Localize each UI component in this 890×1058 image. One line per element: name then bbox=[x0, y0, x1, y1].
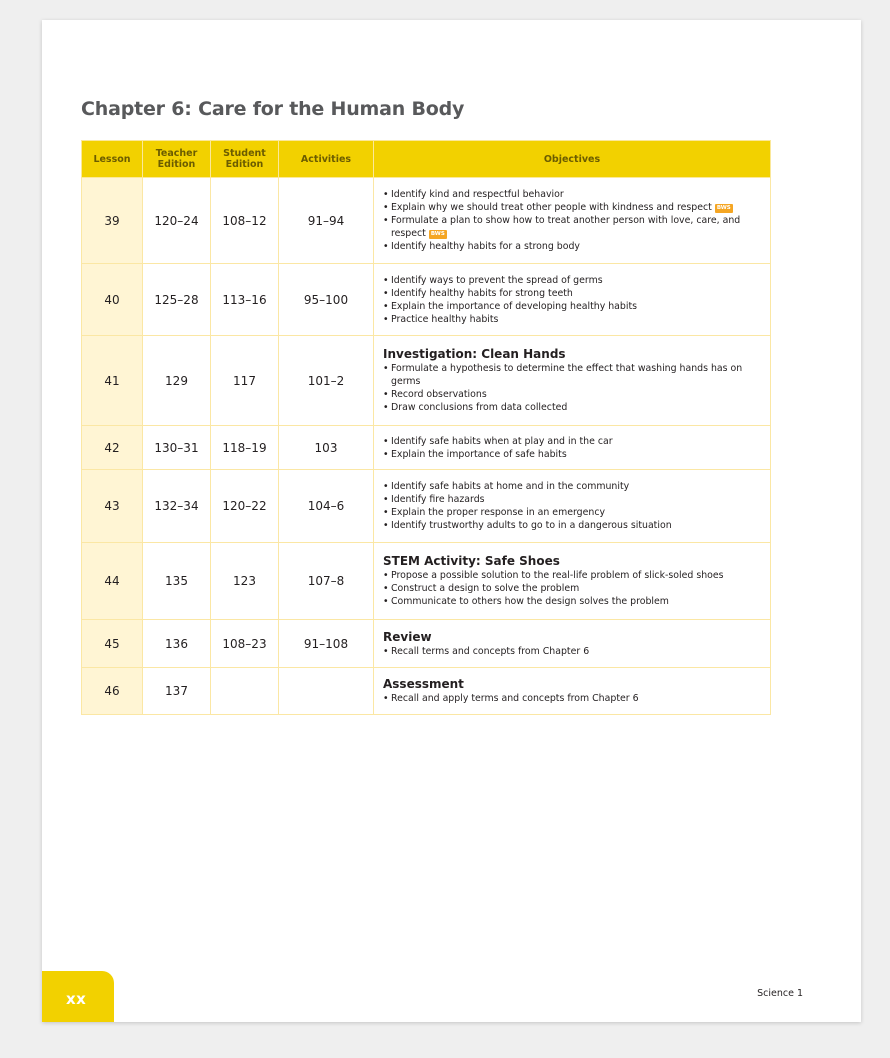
objective-item bbox=[383, 645, 760, 658]
student-edition-pages: 118–19 bbox=[211, 426, 279, 470]
document-page bbox=[42, 20, 861, 1022]
objective-text: Explain the importance of safe habits bbox=[391, 448, 567, 460]
page-number: xx bbox=[66, 990, 87, 1008]
header-student-edition bbox=[211, 141, 279, 178]
objective-item bbox=[383, 448, 760, 461]
objectives-cell bbox=[374, 543, 771, 620]
lesson-table bbox=[81, 140, 771, 715]
table-row bbox=[82, 264, 771, 336]
student-edition-pages: 108–23 bbox=[211, 620, 279, 668]
objective-heading: Investigation: Clean Hands bbox=[383, 347, 566, 361]
table-row bbox=[82, 668, 771, 715]
objective-text: Formulate a plan to show how to treat another person with love, care, and respect bbox=[391, 215, 741, 239]
teacher-edition-pages: 130–31 bbox=[143, 426, 211, 470]
objective-item bbox=[383, 519, 760, 532]
objective-heading: STEM Activity: Safe Shoes bbox=[383, 554, 560, 568]
objective-text: Propose a possible solution to the real-life problem of slick-soled shoes bbox=[391, 570, 724, 581]
activities-pages: 101–2 bbox=[279, 336, 374, 426]
table-row bbox=[82, 543, 771, 620]
bws-badge: BWS bbox=[430, 231, 445, 237]
objective-text: Explain why we should treat other people with kindness and respect bbox=[391, 202, 712, 213]
objective-item bbox=[383, 692, 760, 705]
objective-text: Recall and apply terms and concepts from Chapter 6 bbox=[391, 693, 639, 704]
teacher-edition-pages: 129 bbox=[143, 336, 211, 426]
table-row bbox=[82, 620, 771, 668]
teacher-edition-pages: 136 bbox=[143, 620, 211, 668]
objective-text: Identify healthy habits for strong teeth bbox=[391, 287, 573, 299]
student-edition-pages bbox=[211, 668, 279, 715]
objective-text: Recall terms and concepts from Chapter 6 bbox=[391, 645, 590, 657]
objectives-cell bbox=[374, 264, 771, 336]
table-row bbox=[82, 470, 771, 543]
activities-pages: 95–100 bbox=[279, 264, 374, 336]
objectives-cell bbox=[374, 470, 771, 543]
objective-text: Identify kind and respectful behavior bbox=[391, 189, 564, 200]
objectives-cell bbox=[374, 336, 771, 426]
book-label: Science 1 bbox=[757, 988, 803, 999]
objective-text: Practice healthy habits bbox=[391, 313, 499, 325]
objective-list bbox=[383, 569, 760, 608]
student-edition-pages: 117 bbox=[211, 336, 279, 426]
objective-item bbox=[383, 188, 760, 201]
objective-text: Explain the proper response in an emergency bbox=[391, 507, 606, 518]
objective-text: Identify fire hazards bbox=[391, 494, 485, 505]
teacher-edition-pages: 137 bbox=[143, 668, 211, 715]
objective-item bbox=[383, 435, 760, 448]
table-header-row bbox=[82, 141, 771, 178]
objective-list bbox=[383, 188, 760, 253]
objective-heading: Assessment bbox=[383, 677, 464, 691]
activities-pages bbox=[279, 668, 374, 715]
lesson-number: 45 bbox=[82, 620, 143, 668]
objective-item bbox=[383, 569, 760, 582]
activities-pages: 91–108 bbox=[279, 620, 374, 668]
activities-pages: 107–8 bbox=[279, 543, 374, 620]
objective-item bbox=[383, 300, 760, 313]
objectives-cell bbox=[374, 668, 771, 715]
objective-text: Identify safe habits at home and in the community bbox=[391, 481, 630, 492]
header-student-line2: Edition bbox=[225, 159, 264, 170]
activities-pages: 104–6 bbox=[279, 470, 374, 543]
objective-text: Draw conclusions from data collected bbox=[391, 402, 568, 413]
bws-badge: BWS bbox=[716, 205, 731, 211]
lesson-number: 42 bbox=[82, 426, 143, 470]
objective-text: Identify trustworthy adults to go to in a dangerous situation bbox=[391, 520, 672, 531]
objective-item bbox=[383, 480, 760, 493]
objective-item bbox=[383, 240, 760, 253]
objective-text: Formulate a hypothesis to determine the effect that washing hands has on germs bbox=[391, 363, 743, 387]
objective-heading: Review bbox=[383, 629, 432, 644]
student-edition-pages: 113–16 bbox=[211, 264, 279, 336]
header-teacher-line1: Teacher bbox=[155, 148, 198, 159]
teacher-edition-pages: 120–24 bbox=[143, 178, 211, 264]
objective-item bbox=[383, 287, 760, 300]
objective-item bbox=[383, 506, 760, 519]
lesson-number: 46 bbox=[82, 668, 143, 715]
objective-text: Explain the importance of developing healthy habits bbox=[391, 300, 638, 312]
lesson-number: 39 bbox=[82, 178, 143, 264]
lesson-number: 40 bbox=[82, 264, 143, 336]
objective-text: Communicate to others how the design solves the problem bbox=[391, 596, 669, 607]
objective-list bbox=[383, 362, 760, 414]
activities-pages: 103 bbox=[279, 426, 374, 470]
objective-list bbox=[383, 480, 760, 532]
objective-item bbox=[383, 362, 760, 388]
page-number-tab bbox=[42, 971, 114, 1022]
student-edition-pages: 108–12 bbox=[211, 178, 279, 264]
table-row bbox=[82, 178, 771, 264]
objective-item bbox=[383, 388, 760, 401]
objective-list bbox=[383, 692, 760, 705]
objective-list bbox=[383, 274, 760, 326]
objective-item bbox=[383, 493, 760, 506]
header-student-line1: Student bbox=[223, 148, 266, 159]
objective-list bbox=[383, 435, 760, 461]
objectives-cell bbox=[374, 178, 771, 264]
objective-item bbox=[383, 274, 760, 287]
header-teacher-edition bbox=[143, 141, 211, 178]
lesson-number: 41 bbox=[82, 336, 143, 426]
lesson-number: 43 bbox=[82, 470, 143, 543]
header-activities: Activities bbox=[279, 141, 374, 178]
table-row bbox=[82, 426, 771, 470]
teacher-edition-pages: 132–34 bbox=[143, 470, 211, 543]
lesson-number: 44 bbox=[82, 543, 143, 620]
objective-item bbox=[383, 582, 760, 595]
objective-text: Record observations bbox=[391, 389, 487, 400]
student-edition-pages: 123 bbox=[211, 543, 279, 620]
objective-item bbox=[383, 214, 760, 240]
teacher-edition-pages: 135 bbox=[143, 543, 211, 620]
header-lesson: Lesson bbox=[82, 141, 143, 178]
objectives-cell bbox=[374, 620, 771, 668]
activities-pages: 91–94 bbox=[279, 178, 374, 264]
objective-text: Identify ways to prevent the spread of germs bbox=[391, 274, 603, 286]
objective-item bbox=[383, 401, 760, 414]
chapter-title: Chapter 6: Care for the Human Body bbox=[81, 98, 465, 120]
teacher-edition-pages: 125–28 bbox=[143, 264, 211, 336]
objectives-cell bbox=[374, 426, 771, 470]
objective-text: Identify safe habits when at play and in the car bbox=[391, 435, 613, 447]
objective-list bbox=[383, 645, 760, 658]
header-teacher-line2: Edition bbox=[157, 159, 196, 170]
objective-text: Identify healthy habits for a strong body bbox=[391, 241, 580, 252]
header-objectives: Objectives bbox=[374, 141, 771, 178]
objective-item bbox=[383, 201, 760, 214]
student-edition-pages: 120–22 bbox=[211, 470, 279, 543]
objective-item bbox=[383, 595, 760, 608]
objective-text: Construct a design to solve the problem bbox=[391, 583, 580, 594]
objective-item bbox=[383, 313, 760, 326]
table-row bbox=[82, 336, 771, 426]
